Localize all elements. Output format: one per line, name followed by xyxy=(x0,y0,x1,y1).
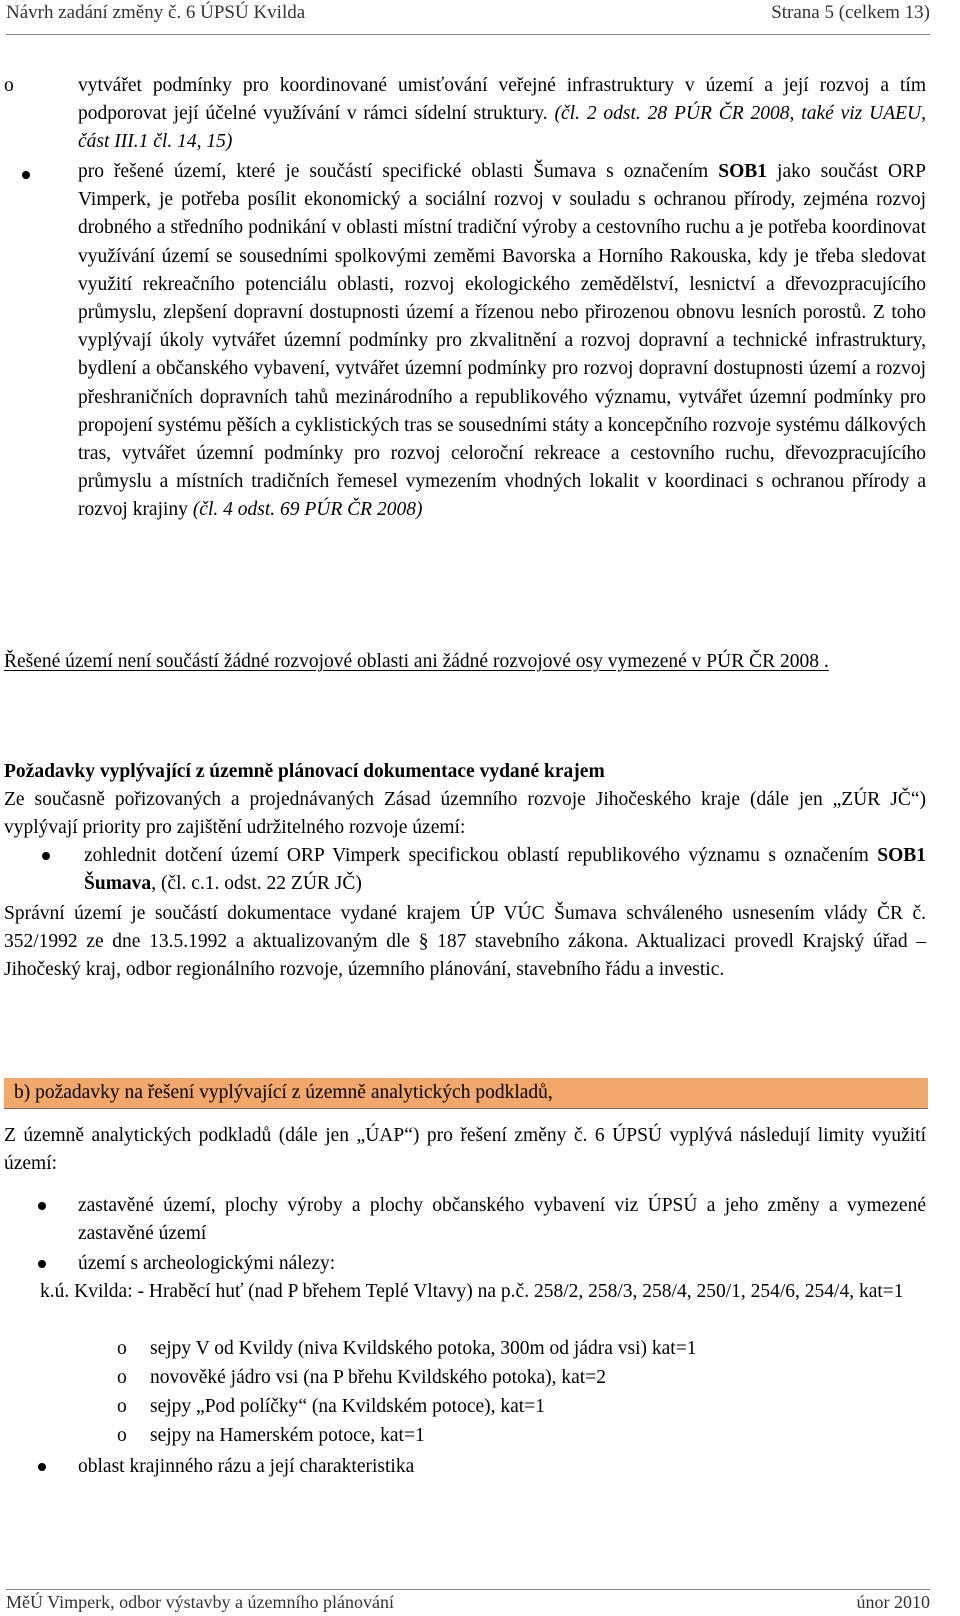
sumava-text-a: pro řešené území, které je součástí specifické oblasti Šumava s označením xyxy=(78,161,709,182)
sub-item-1: sejpy V od Kvildy (niva Kvildského potoka, 300m od jádra vsi) kat=1 xyxy=(150,1338,697,1359)
list-marker-o: o xyxy=(117,1396,127,1417)
sub-item-2: novověké jádro vsi (na P břehu Kvildského potoka), kat=2 xyxy=(150,1367,606,1388)
section-b-bullet-2: území s archeologickými nálezy: xyxy=(78,1253,336,1274)
section-kraj-para2: Správní území je součástí dokumentace vydané krajem ÚP VÚC Šumava schváleného usnesením vlády ČR č. 352/1992 ze dne 13.5.1992 a aktualizovaným dle § 187 stavebního zákona. Aktualizaci provedl Krajský úřad – Jihočeský kraj, odbor regionálního rozvoje, územního plánování, stavebního řádu a investic. xyxy=(4,903,926,981)
kraj-bullet-text-a: zohlednit dotčení území ORP Vimperk specifickou oblastí republikového významu s označením xyxy=(84,845,869,866)
ku-text: k.ú. Kvilda: - Hraběcí huť (nad P břehem Teplé Vltavy) na p.č. 258/2, 258/3, 258/4, 250/1, 254/6, 254/4, kat=1 xyxy=(40,1281,904,1302)
footer-divider xyxy=(6,1589,930,1590)
intro-item-text: vytvářet podmínky pro koordinované umisťování veřejné infrastruktury v území a její rozvoj a tím podporovat její účelné využívání v rámci sídelní struktury. xyxy=(78,75,926,125)
section-kraj-heading: Požadavky vyplývající z územně plánovací dokumentace vydané krajem xyxy=(4,761,605,782)
footer-date: únor 2010 xyxy=(856,1592,930,1612)
sub-item-3: sejpy „Pod políčky“ (na Kvildském potoce), kat=1 xyxy=(150,1396,545,1417)
bullet-icon xyxy=(38,1463,46,1471)
sumava-code: SOB1 xyxy=(718,161,768,182)
notice-text: Řešené území není součástí žádné rozvojové oblasti ani žádné rozvojové osy vymezené v PÚR ČR 2008 . xyxy=(4,651,829,672)
page-header xyxy=(6,2,930,24)
header-divider xyxy=(6,34,930,35)
list-marker-o: o xyxy=(117,1367,127,1388)
header-page-number: Strana 5 (celkem 13) xyxy=(771,2,930,23)
bullet-icon xyxy=(38,1202,46,1210)
section-b-heading: b) požadavky na řešení vyplývající z územně analytických podkladů, xyxy=(14,1082,553,1103)
kraj-bullet-text-b: , (čl. c.1. odst. 22 ZÚR JČ) xyxy=(151,873,362,895)
list-marker-o: o xyxy=(117,1425,127,1446)
intro-item-ref: (čl. 2 odst. 28 PÚR ČR 2008, také viz UAEU, část III.1 čl. 14, 15) xyxy=(78,103,926,153)
list-marker-o: o xyxy=(4,75,14,96)
kraj-bullet xyxy=(84,842,926,898)
bullet-icon xyxy=(42,852,50,860)
list-marker-o: o xyxy=(117,1338,127,1359)
page-footer xyxy=(6,1592,930,1613)
header-title: Návrh zadání změny č. 6 ÚPSÚ Kvilda xyxy=(6,2,306,23)
sumava-text-b: jako součást ORP Vimperk, je potřeba posílit ekonomický a sociální rozvoj v souladu s ochranou přírody, zejména rozvoj drobného a středního podnikání v oblasti místní tradiční výroby a cestovního ruchu a je potřeba koordinovat využívání území se sousedními spolkovými zeměmi Bavorska a Horního Rakouska, kdy je třeba sledovat využití rekreačního potenciálu oblasti, rozvoj ekologického zemědělství, lesnictví a dřevozpracujícího průmyslu, zlepšení dopravní dostupnosti území a řízenou nebo přirozenou obnovu lesních porostů. Z toho vyplývají úkoly vytvářet územní podmínky pro zkvalitnění a rozvoj dopravní a technické infrastruktury, bydlení a občanského vybavení, vytvářet územní podmínky pro rozvoj dopravní dostupnosti území a rozvoj přeshraničních dopravních tahů mezinárodního a republikového významu, vytvářet územní podmínky pro propojení systému pěších a cyklistických tras se sousedními státy a koncepčního rozvoje systému dálkových tras, vytvářet územní podmínky pro rozvoj celoroční rekreace a cestovního ruchu, dřevozpracujícího průmyslu a místních tradičních řemesel vymezením vhodných lokalit v koordinaci s ochranou přírody a rozvoj krajiny xyxy=(78,161,926,521)
section-b-para: Z územně analytických podkladů (dále jen „ÚAP“) pro řešení změny č. 6 ÚPSÚ vyplývá následují limity využití území: xyxy=(4,1125,926,1175)
section-b-heading-bar xyxy=(4,1078,928,1109)
section-b-last-bullet: oblast krajinného rázu a její charakteristika xyxy=(78,1456,415,1477)
footer-office: MěÚ Vimperk, odbor výstavby a územního plánování xyxy=(6,1592,395,1612)
section-kraj-para: Ze současně pořizovaných a projednávaných Zásad územního rozvoje Jihočeského kraje (dále jen „ZÚR JČ“) vyplývají priority pro zajištění udržitelného rozvoje území: xyxy=(4,789,926,839)
sumava-ref: (čl. 4 odst. 69 PÚR ČR 2008) xyxy=(192,499,423,521)
section-b-bullet-1: zastavěné území, plochy výroby a plochy občanského vybavení viz ÚPSÚ a jeho změny a vymezené zastavěné území xyxy=(78,1195,926,1245)
bullet-icon xyxy=(22,171,30,179)
sumava-bullet xyxy=(78,158,926,525)
bullet-icon xyxy=(38,1260,46,1268)
kraj-bullet-bold: SOB1 Šumava xyxy=(84,845,926,895)
intro-item xyxy=(78,72,926,157)
sub-item-4: sejpy na Hamerském potoce, kat=1 xyxy=(150,1425,425,1446)
